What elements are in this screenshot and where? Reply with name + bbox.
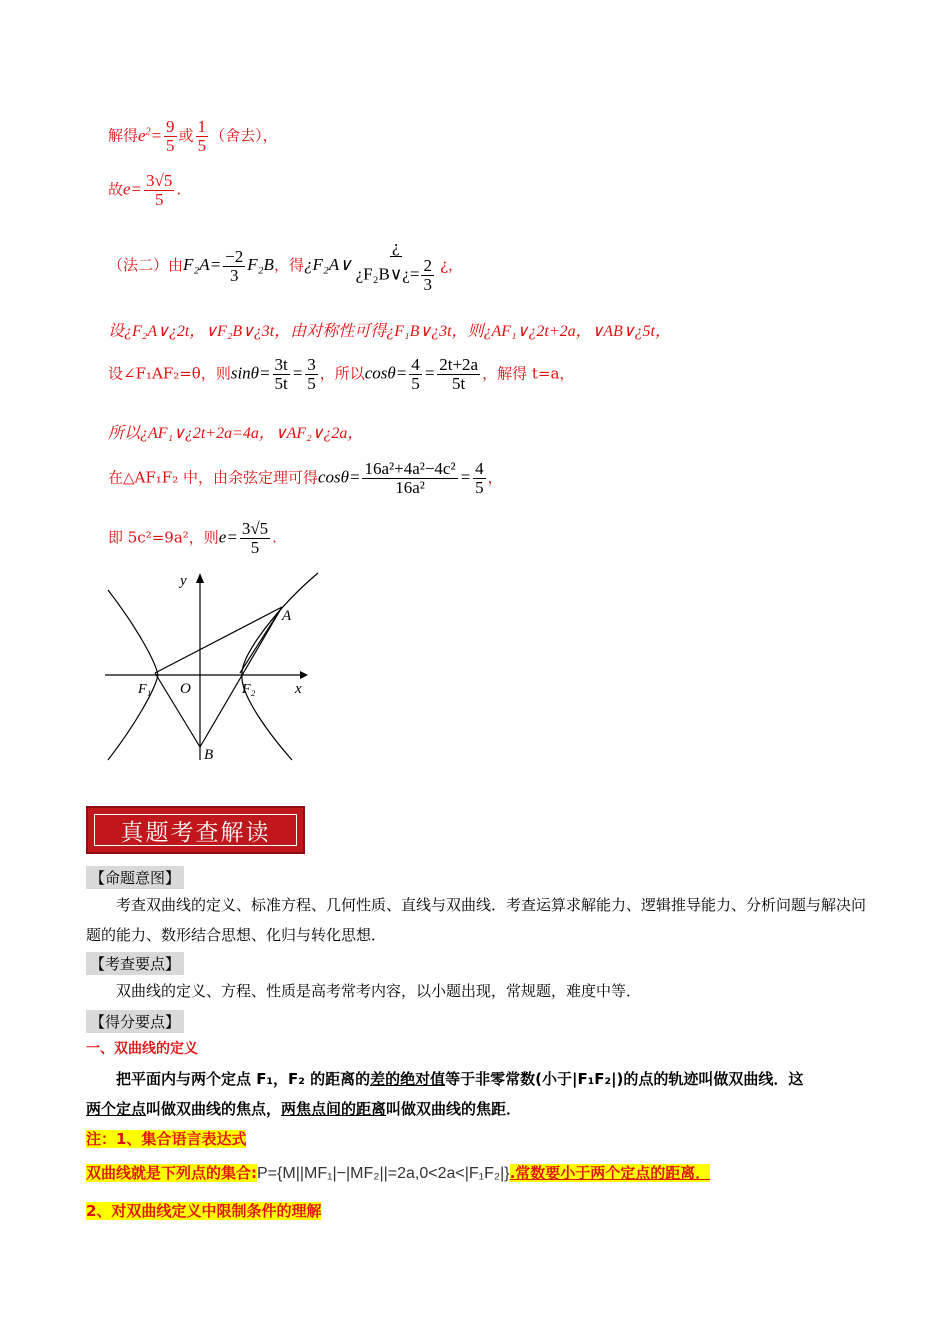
solution-line-3: [108, 238, 463, 294]
solution-line-6: [108, 420, 363, 443]
definition-heading: 一、双曲线的定义: [86, 1041, 198, 1057]
focus-f1-label: F₁: [138, 682, 152, 697]
math: 所以¿AF₁∨¿2t+2a=4a，∨AF₂∨¿2a，: [108, 425, 364, 442]
text: 2、对双曲线定义中限制条件的理解: [86, 1202, 322, 1220]
text: ，: [487, 468, 503, 487]
intent-paragraph: 考查双曲线的定义、标准方程、几何性质、直线与双曲线．考查运算求解能力、逻辑推导能力、分析问题与解决问题的能力、数形结合思想、化归与转化思想．: [86, 896, 867, 944]
points-tag: 【考查要点】: [86, 952, 184, 975]
text: 或: [178, 126, 194, 145]
fraction: ¿ ¿F₂B∨¿= $\frac{2}{3}$: [355, 237, 432, 294]
text: 叫做双曲线的焦距．: [386, 1100, 522, 1118]
fraction: $\frac{3t}{5t}$: [274, 355, 288, 393]
y-axis-label: y: [180, 573, 187, 589]
text: 把平面内与两个定点 F₁，F₂ 的距离的: [116, 1070, 371, 1088]
fraction: $\frac{3√5}{5}$: [241, 519, 269, 557]
fraction: $\frac{1}{5}$: [197, 117, 207, 155]
solution-line-4: [108, 318, 671, 341]
solution-line-5: 设∠F₁AF₂=θ，则sinθ= $\frac{3t}{5t}$ = $\frac{3}{5}$ ，所以cosθ= $\frac{4}{5}$ = $\frac{2t+2a}{5t}$ ，解得 t=a，: [108, 355, 575, 393]
math: e=: [218, 527, 238, 547]
text: 双曲线就是下列点的集合:: [86, 1164, 257, 1182]
text: ，解得 t=a，: [482, 364, 575, 383]
fraction: $\frac{3√5}{5}$: [146, 171, 173, 209]
section-title: 真题考查解读: [94, 814, 297, 846]
text: 两焦点间的距离: [281, 1100, 387, 1118]
text: 故: [108, 180, 124, 199]
text: 在△AF₁F₂ 中，由余弦定理可得: [108, 468, 318, 487]
text: 叫做双曲线的焦点，: [146, 1100, 282, 1118]
point-a-label: A: [282, 608, 292, 624]
score-tag: 【得分要点】: [86, 1010, 184, 1033]
note-2: [86, 1158, 866, 1189]
math: cosθ=: [317, 467, 361, 487]
fraction: $\frac{3}{5}$: [307, 355, 316, 393]
solution-line-7: 在△AF₁F₂ 中，由余弦定理可得cosθ= $\frac{\text{16a²+4a²−4c²}}{\text{16a²}}$ = $\frac{4}{5}$ ，: [108, 459, 503, 497]
solution-line-1: [108, 118, 278, 155]
text: .: [176, 180, 182, 199]
fraction: $\frac{-2}{3}$: [225, 246, 244, 285]
fraction: $\frac{4}{5}$: [411, 355, 420, 393]
text: ，所以: [319, 364, 365, 383]
fraction: $\frac{4}{5}$: [475, 459, 484, 497]
point-b-label: B: [204, 747, 214, 763]
definition-paragraph: [86, 1064, 866, 1124]
origin-label: O: [180, 681, 191, 697]
math: F₂A=: [183, 255, 222, 274]
text: 注：1、集合语言表达式: [86, 1130, 247, 1148]
x-axis-label: x: [295, 681, 302, 697]
text: .: [272, 528, 277, 547]
solution-line-8: [108, 520, 277, 557]
text: 设∠F₁AF₂=θ，则: [108, 364, 231, 383]
text: ，得: [273, 256, 304, 274]
text: 解得: [108, 126, 139, 145]
solution-line-2: [108, 172, 181, 209]
math: ¿F₂A∨: [303, 255, 352, 274]
text: 即 5c²=9a²，则: [108, 528, 219, 547]
math: P={M||MF₁|−|MF₂||=2a,0<2a<|F₁F₂|}: [257, 1165, 510, 1182]
math: 设¿F₂A∨¿2t，∨F₂B∨¿3t，由对称性可得¿F₁B∨¿3t，则¿AF₁∨¿2t+2a，∨AB∨¿5t，: [108, 323, 671, 340]
text: （法二）由: [108, 256, 184, 274]
focus-f2-label: F₂: [242, 682, 256, 697]
section-title-box: [86, 806, 305, 854]
intent-tag: 【命题意图】: [86, 866, 184, 889]
fraction: $\frac{2t+2a}{5t}$: [439, 355, 479, 393]
text: （舍去），: [210, 126, 278, 145]
hyperbola-figure: [100, 565, 330, 765]
math: sinθ=: [230, 363, 271, 383]
text: 等于非零常数(小于|F₁F₂|)的点的轨迹叫做双曲线．这: [445, 1070, 804, 1088]
math: cosθ=: [364, 363, 408, 383]
fraction: $\frac{\text{16a²+4a²−4c²}}{\text{16a²}}$: [364, 459, 456, 497]
points-paragraph: 双曲线的定义、方程、性质是高考常考内容，以小题出现，常规题，难度中等．: [116, 982, 642, 1000]
note-1: [86, 1124, 866, 1154]
note-3: [86, 1196, 866, 1226]
text: ¿，: [439, 256, 463, 274]
text: 差的绝对值: [370, 1070, 446, 1088]
math: e=: [123, 179, 143, 199]
math: F₂B: [247, 255, 274, 274]
math: $e^2=$: [138, 125, 163, 145]
text: .常数要小于两个定点的距离．: [509, 1164, 711, 1182]
text: 两个定点: [86, 1100, 147, 1118]
fraction: $\frac{9}{5}$: [166, 117, 175, 155]
